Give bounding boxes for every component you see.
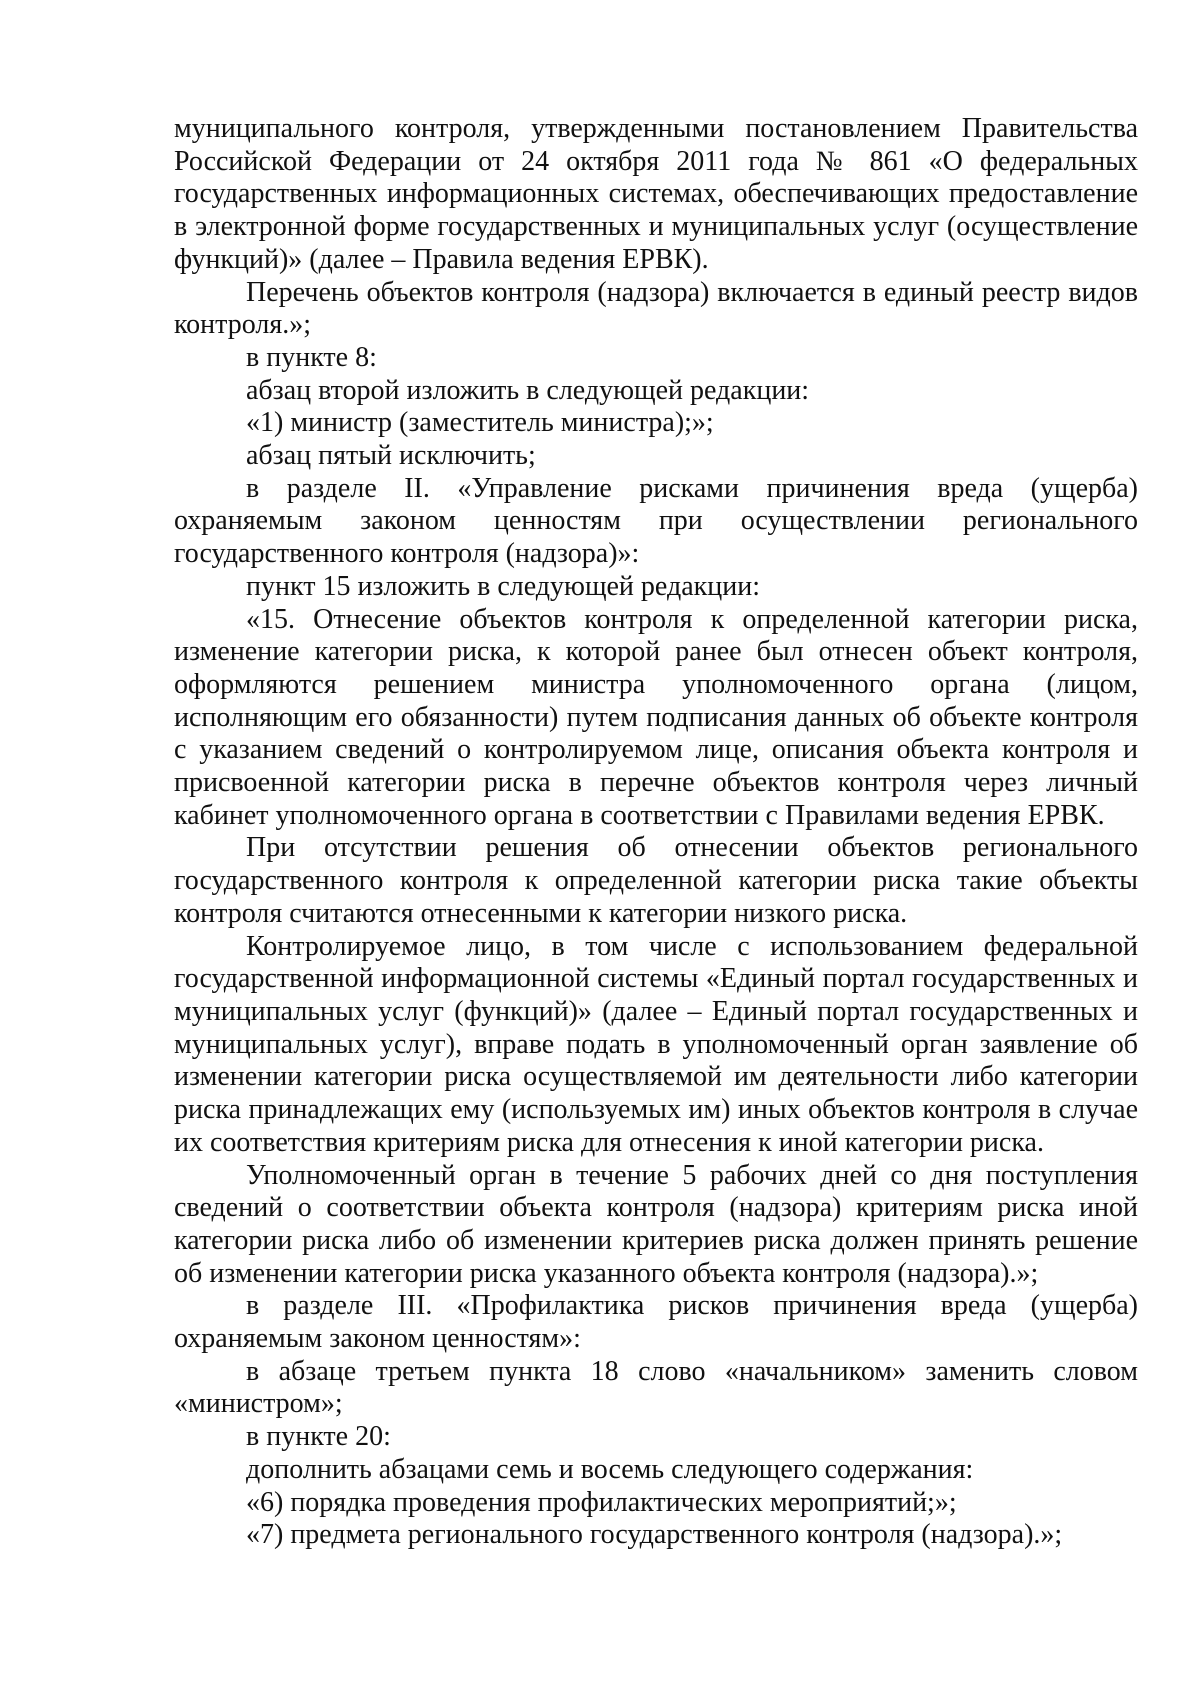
paragraph: в абзаце третьем пункта 18 слово «начальником» заменить словом «министром»;	[174, 1355, 1138, 1420]
paragraph: абзац второй изложить в следующей редакции:	[246, 374, 810, 406]
paragraph: «6) порядка проведения профилактических мероприятий;»;	[246, 1486, 957, 1518]
paragraph: Контролируемое лицо, в том числе с использованием федеральной государственной информационной системы «Единый портал государственных и муниципальных услуг (функций)» (далее – Единый портал государственных и муниципальных услуг), вправе подать в уполномоченный орган заявление об изменении категории риска осуществляемой им деятельности либо категории риска принадлежащих ему (используемых им) иных объектов контроля в случае их соответствия критериям риска для отнесения к иной категории риска.	[174, 930, 1138, 1158]
paragraph: в пункте 8:	[246, 341, 377, 373]
paragraph: муниципального контроля, утвержденными постановлением Правительства Российской Федерации от 24 октября 2011 года № 861 «О федеральных государственных информационных системах, обеспечивающих предоставление в электронной форме государственных и муниципальных услуг (осуществление функций)» (далее – Правила ведения ЕРВК).	[174, 113, 1138, 275]
document-page	[174, 113, 1138, 1552]
paragraph: пункт 15 изложить в следующей редакции:	[246, 570, 760, 602]
paragraph: дополнить абзацами семь и восемь следующего содержания:	[246, 1453, 974, 1485]
paragraph: в разделе III. «Профилактика рисков причинения вреда (ущерба) охраняемым законом ценностям»:	[174, 1290, 1138, 1355]
paragraph: «7) предмета регионального государственного контроля (надзора).»;	[246, 1519, 1063, 1551]
paragraph: «1) министр (заместитель министра);»;	[246, 407, 714, 439]
paragraph: Уполномоченный орган в течение 5 рабочих дней со дня поступления сведений о соответствии объекта контроля (надзора) критериям риска иной категории риска либо об изменении критериев риска должен принять решение об изменении категории риска указанного объекта контроля (надзора).»;	[174, 1159, 1138, 1289]
paragraph: Перечень объектов контроля (надзора) включается в единый реестр видов контроля.»;	[174, 276, 1138, 341]
paragraph: в пункте 20:	[246, 1421, 391, 1453]
paragraph: При отсутствии решения об отнесении объектов регионального государственного контроля к определенной категории риска такие объекты контроля считаются отнесенными к категории низкого риска.	[174, 832, 1138, 929]
paragraph: «15. Отнесение объектов контроля к определенной категории риска, изменение категории риска, к которой ранее был отнесен объект контроля, оформляются решением министра уполномоченного органа (лицом, исполняющим его обязанности) путем подписания данных об объекте контроля с указанием сведений о контролируемом лице, описания объекта контроля и присвоенной категории риска в перечне объектов контроля через личный кабинет уполномоченного органа в соответствии с Правилами ведения ЕРВК.	[174, 603, 1138, 831]
paragraph: в разделе II. «Управление рисками причинения вреда (ущерба) охраняемым законом ценностям при осуществлении регионального государственного контроля (надзора)»:	[174, 472, 1138, 570]
paragraph: абзац пятый исключить;	[246, 440, 536, 472]
